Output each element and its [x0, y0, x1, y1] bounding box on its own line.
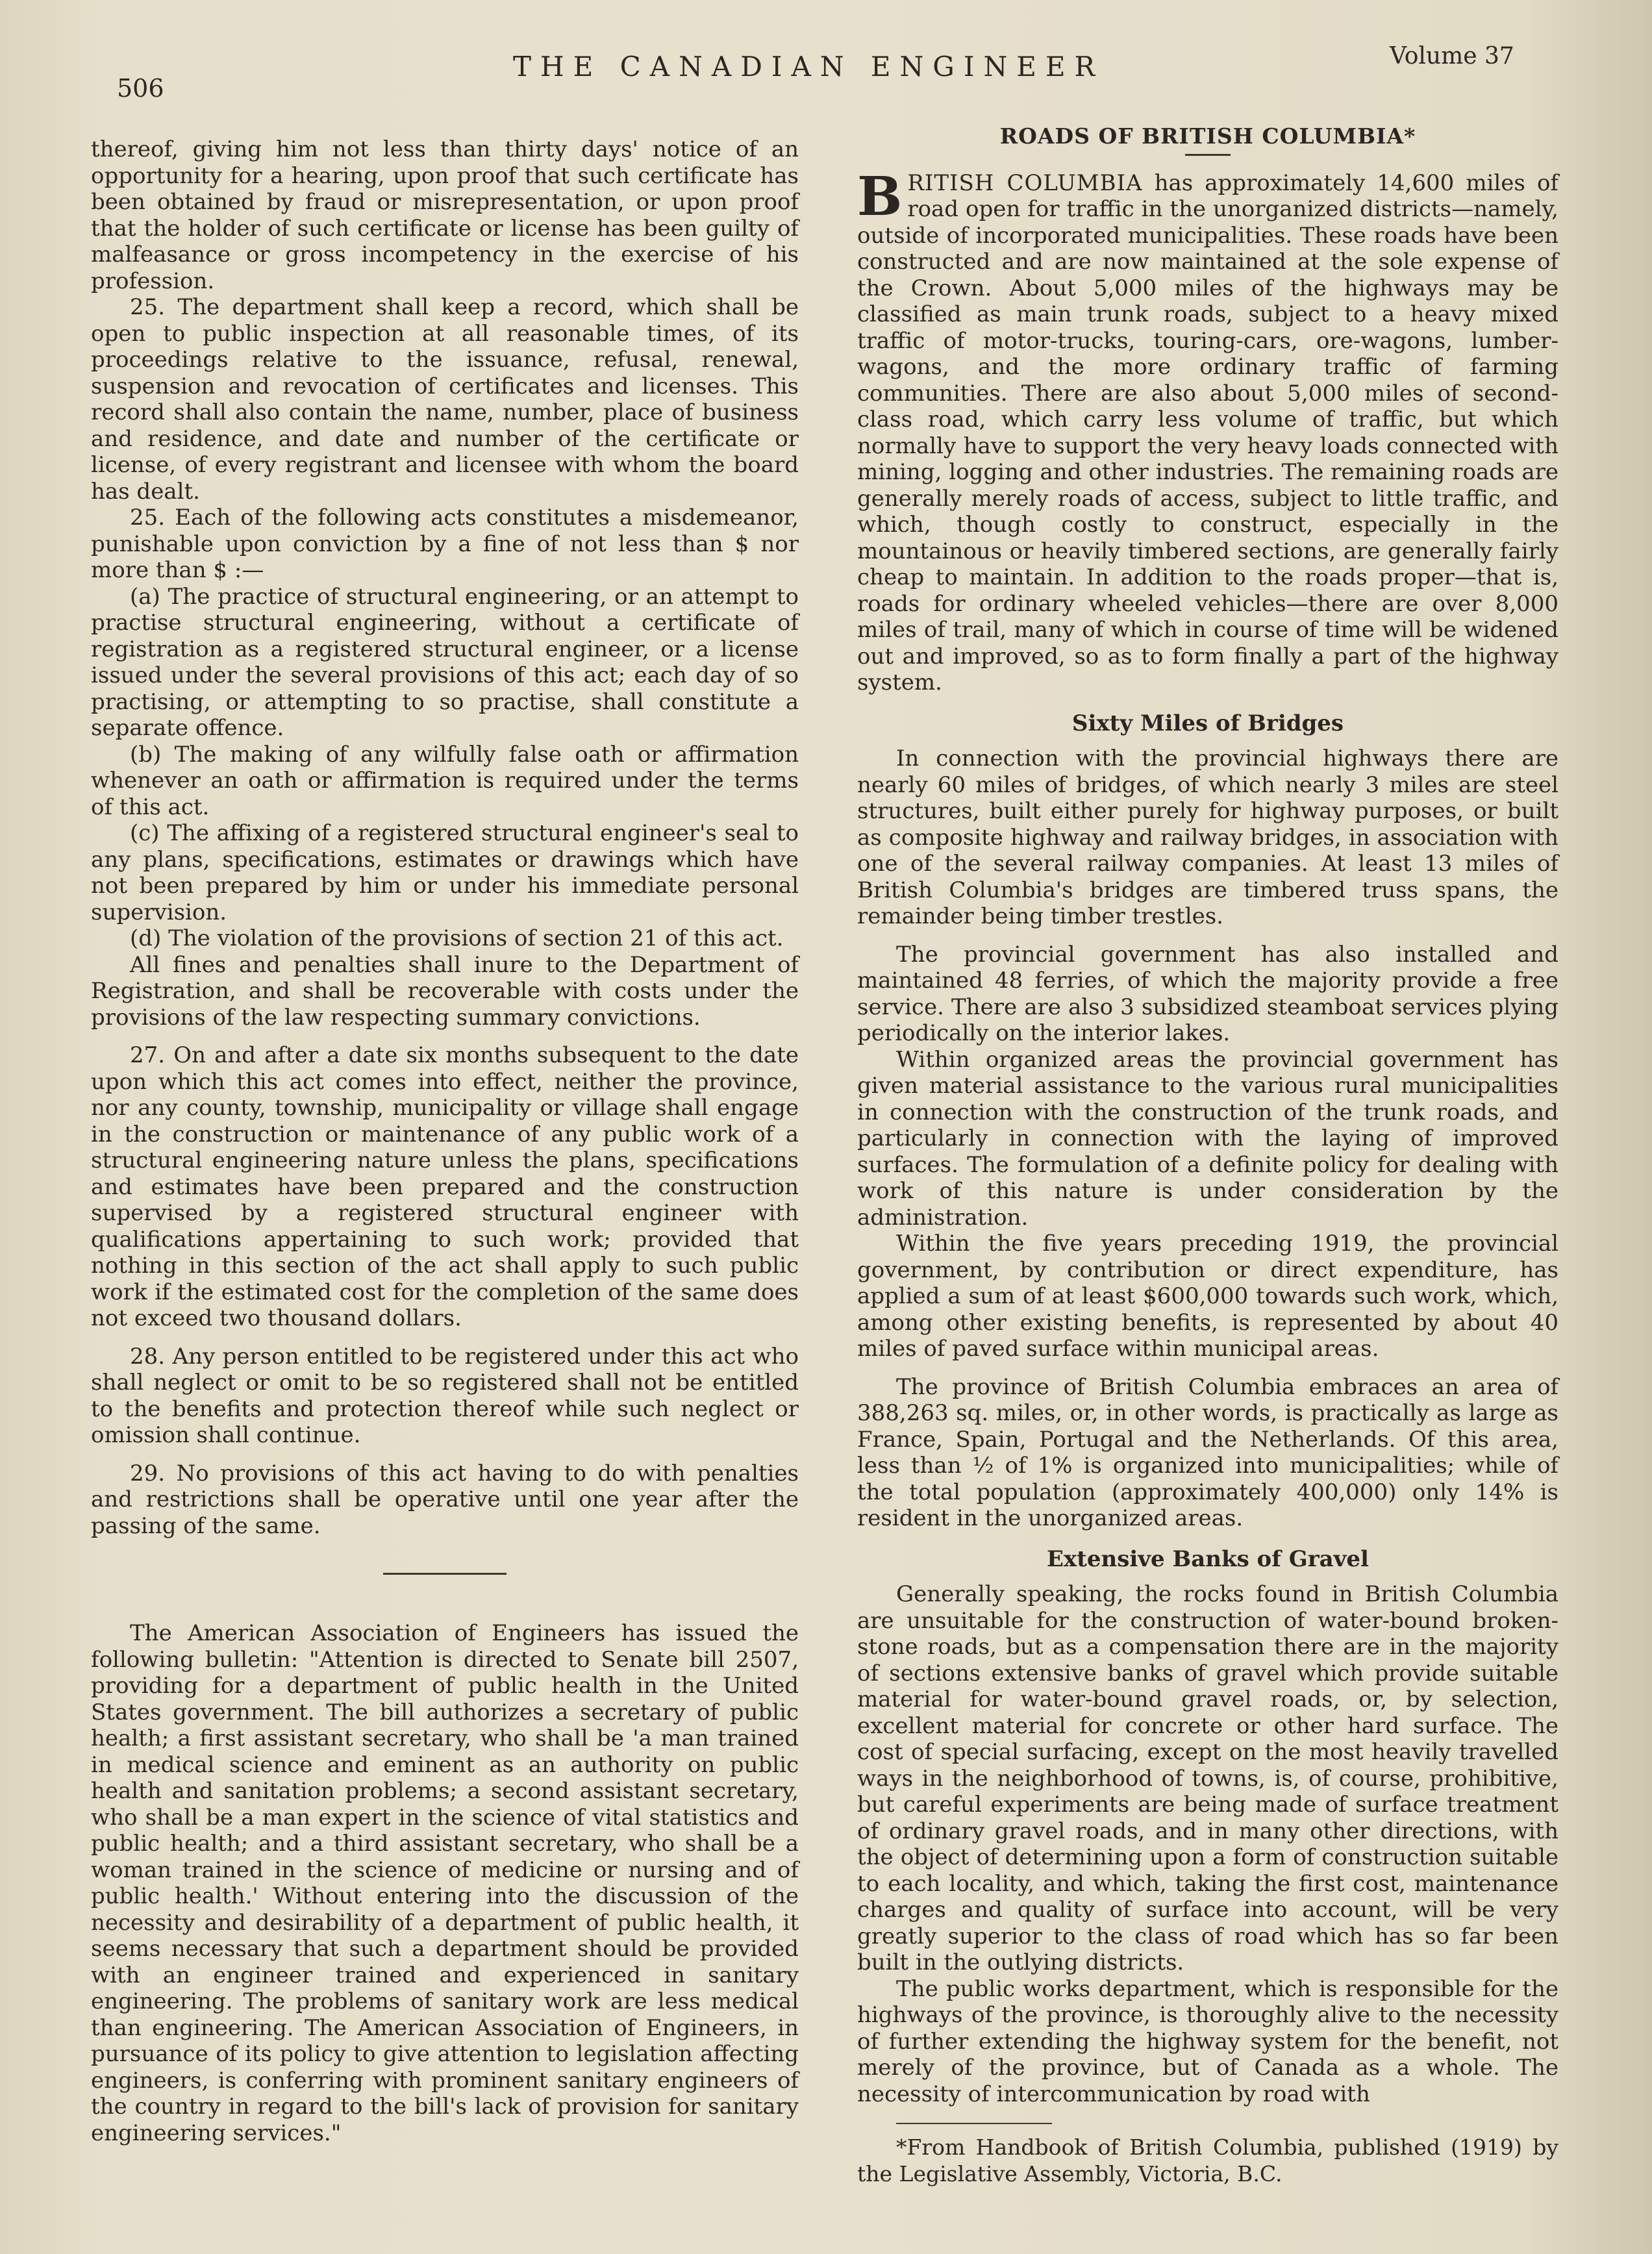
paragraph: (b) The making of any wilfully false oath or affirmation whenever an oath or affirmation is required under the terms of this act.: [91, 741, 799, 820]
paragraph: Within organized areas the provincial government has given material assistance to the various rural municipalities in connection with the construction of the trunk roads, and particularly in connection with the laying of improved surfaces. The formulation of a definite policy for dealing with work of this nature is under consideration by the administration.: [857, 1046, 1558, 1231]
paragraph: 27. On and after a date six months subsequent to the date upon which this act comes into effect, neither the province, nor any county, township, municipality or village shall engage in the construction or maintenance of any public work of a structural engineering nature unless the plans, specifications and estimates have been prepared and the construction supervised by a registered structural engineer with qualifications appertaining to such work; provided that nothing in this section of the act shall apply to such public work if the estimated cost for the completion of the same does not exceed two thousand dollars.: [91, 1042, 799, 1331]
footnote-divider: [896, 2123, 1052, 2124]
paragraph: (c) The affixing of a registered structural engineer's seal to any plans, specifications, estimates or drawings which have not been prepared by him or under his immediate personal supervision.: [91, 820, 799, 925]
paragraph: (a) The practice of structural engineering, or an attempt to practise structural engineering, without a certificate of registration as a registered structural engineer, or a license issued under the several provisions of this act; each day of so practising, or attempting to so practise, shall constitute a separate offence.: [91, 583, 799, 741]
intro-paragraph: [857, 165, 1558, 696]
paragraph: The public works department, which is responsible for the highways of the province, is thoroughly alive to the necessity of further extending the highway system for the benefit, not merely of the province, but of Canada as a whole. The necessity of intercommunication by road with: [857, 1975, 1558, 2107]
paragraph: thereof, giving him not less than thirty days' notice of an opportunity for a hearing, upon proof that such certificate has been obtained by fraud or misrepresentation, or upon proof that the holder of such certificate or license has been guilty of malfeasance or gross incompetency in the exercise of his profession.: [91, 136, 799, 294]
journal-title: THE CANADIAN ENGINEER: [513, 51, 1105, 82]
drop-cap: B: [857, 165, 903, 228]
right-column: [857, 123, 1558, 2187]
paragraph: 25. The department shall keep a record, which shall be open to public inspection at all reasonable times, of its proceedings relative to the issuance, refusal, renewal, suspension and revocation of certificates and licenses. This record shall also contain the name, number, place of business and residence, and date and number of the certificate or license, of every registrant and licensee with whom the board has dealt.: [91, 294, 799, 505]
paragraph: 28. Any person entitled to be registered under this act who shall neglect or omit to be so registered shall not be entitled to the benefits and protection thereof while such neglect or omission shall continue.: [91, 1343, 799, 1448]
paragraph: The province of British Columbia embraces an area of 388,263 sq. miles, or, in other words, is practically as large as France, Spain, Portugal and the Netherlands. Of this area, less than ½ of 1% is organized into municipalities; while of the total population (approximately 400,000) only 14% is resident in the unorganized areas.: [857, 1373, 1558, 1531]
paragraph: The provincial government has also installed and maintained 48 ferries, of which the majority provide a free service. There are also 3 subsidized steamboat services plying periodically on the interior lakes.: [857, 941, 1558, 1046]
volume-label: Volume 37: [1390, 43, 1514, 69]
section-divider: [383, 1573, 507, 1575]
left-column: [91, 136, 799, 2146]
paragraph: 29. No provisions of this act having to do with penalties and restrictions shall be operative until one year after the passing of the same.: [91, 1460, 799, 1539]
bulletin-paragraph: The American Association of Engineers has issued the following bulletin: "Attention is directed to Senate bill 2507, providing for a department of public health in the United States government. The bill authorizes a secretary of public health; a first assistant secretary, who shall be 'a man trained in medical science and eminent as an authority on public health and sanitation problems; a second assistant secretary, who shall be a man expert in the science of vital statistics and public health; and a third assistant secretary, who shall be a woman trained in the science of medicine or nursing and of public health.' Without entering into the discussion of the necessity and desirability of a department of public health, it seems necessary that such a department should be provided with an engineer trained and experienced in sanitary engineering. The problems of sanitary work are less medical than engineering. The American Association of Engineers, in pursuance of its policy to give attention to legislation affecting engineers, is conferring with prominent sanitary engineers of the country in regard to the bill's lack of provision for sanitary engineering services.": [91, 1620, 799, 2146]
paragraph: In connection with the provincial highways there are nearly 60 miles of bridges, of which nearly 3 miles are steel structures, built either purely for highway purposes, or built as composite highway and railway bridges, in association with one of the several railway companies. At least 13 miles of British Columbia's bridges are timbered truss spans, the remainder being timber trestles.: [857, 745, 1558, 929]
page-header: [0, 39, 1652, 110]
subheading: Sixty Miles of Bridges: [1071, 710, 1344, 736]
intro-text: has approximately 14,600 miles of road open for traffic in the unorganized districts—namely, outside of incorporated municipalities. These roads have been constructed and are now maintained at the sole expense of the Crown. About 5,000 miles of the highways may be classified as main trunk roads, subject to a heavy mixed traffic of motor-trucks, touring-cars, ore-wagons, lumber-wagons, and the more ordinary traffic of farming communities. There are also about 5,000 miles of second-class road, which carry less volume of traffic, but which normally have to support the very heavy loads connected with mining, logging and other industries. The remaining roads are generally merely roads of access, subject to little traffic, and which, though costly to construct, especially in the mountainous or heavily timbered sections, are generally fairly cheap to maintain. In addition to the roads proper—that is, roads for ordinary wheeled vehicles—there are over 8,000 miles of trail, many of which in course of time will be widened out and improved, so as to form finally a part of the highway system.: [857, 169, 1558, 695]
page-number: 506: [117, 74, 164, 103]
intro-lead: RITISH COLUMBIA: [907, 169, 1143, 196]
paragraph: (d) The violation of the provisions of section 21 of this act.: [130, 925, 784, 951]
paragraph: 25. Each of the following acts constitutes a misdemeanor, punishable upon conviction by a fine of not less than $ nor more than $ :—: [91, 505, 799, 583]
footnote: *From Handbook of British Columbia, published (1919) by the Legislative Assembly, Victoria, B.C.: [857, 2135, 1558, 2186]
title-divider: [1185, 154, 1231, 156]
paragraph: All fines and penalties shall inure to the Department of Registration, and shall be recoverable with costs under the provisions of the law respecting summary convictions.: [91, 951, 799, 1031]
subheading: Extensive Banks of Gravel: [1047, 1546, 1369, 1572]
paragraph: Within the five years preceding 1919, the provincial government, by contribution or direct expenditure, has applied a sum of at least $600,000 towards such work, which, among other existing benefits, is represented by about 40 miles of paved surface within municipal areas.: [857, 1231, 1558, 1362]
paragraph: Generally speaking, the rocks found in British Columbia are unsuitable for the construction of water-bound broken-stone roads, but as a compensation there are in the majority of sections extensive banks of gravel which provide suitable material for water-bound gravel roads, or, by selection, excellent material for concrete or other hard surface. The cost of special surfacing, except on the most heavily travelled ways in the neighborhood of towns, is, of course, prohibitive, but careful experiments are being made of surface treatment of ordinary gravel roads, and in many other directions, with the object of determining upon a form of construction suitable to each locality, and which, taking the first cost, maintenance charges and quality of surface into account, will be very greatly superior to the class of road which has so far been built in the outlying districts.: [857, 1581, 1558, 1975]
article-title: ROADS OF BRITISH COLUMBIA*: [999, 123, 1416, 149]
